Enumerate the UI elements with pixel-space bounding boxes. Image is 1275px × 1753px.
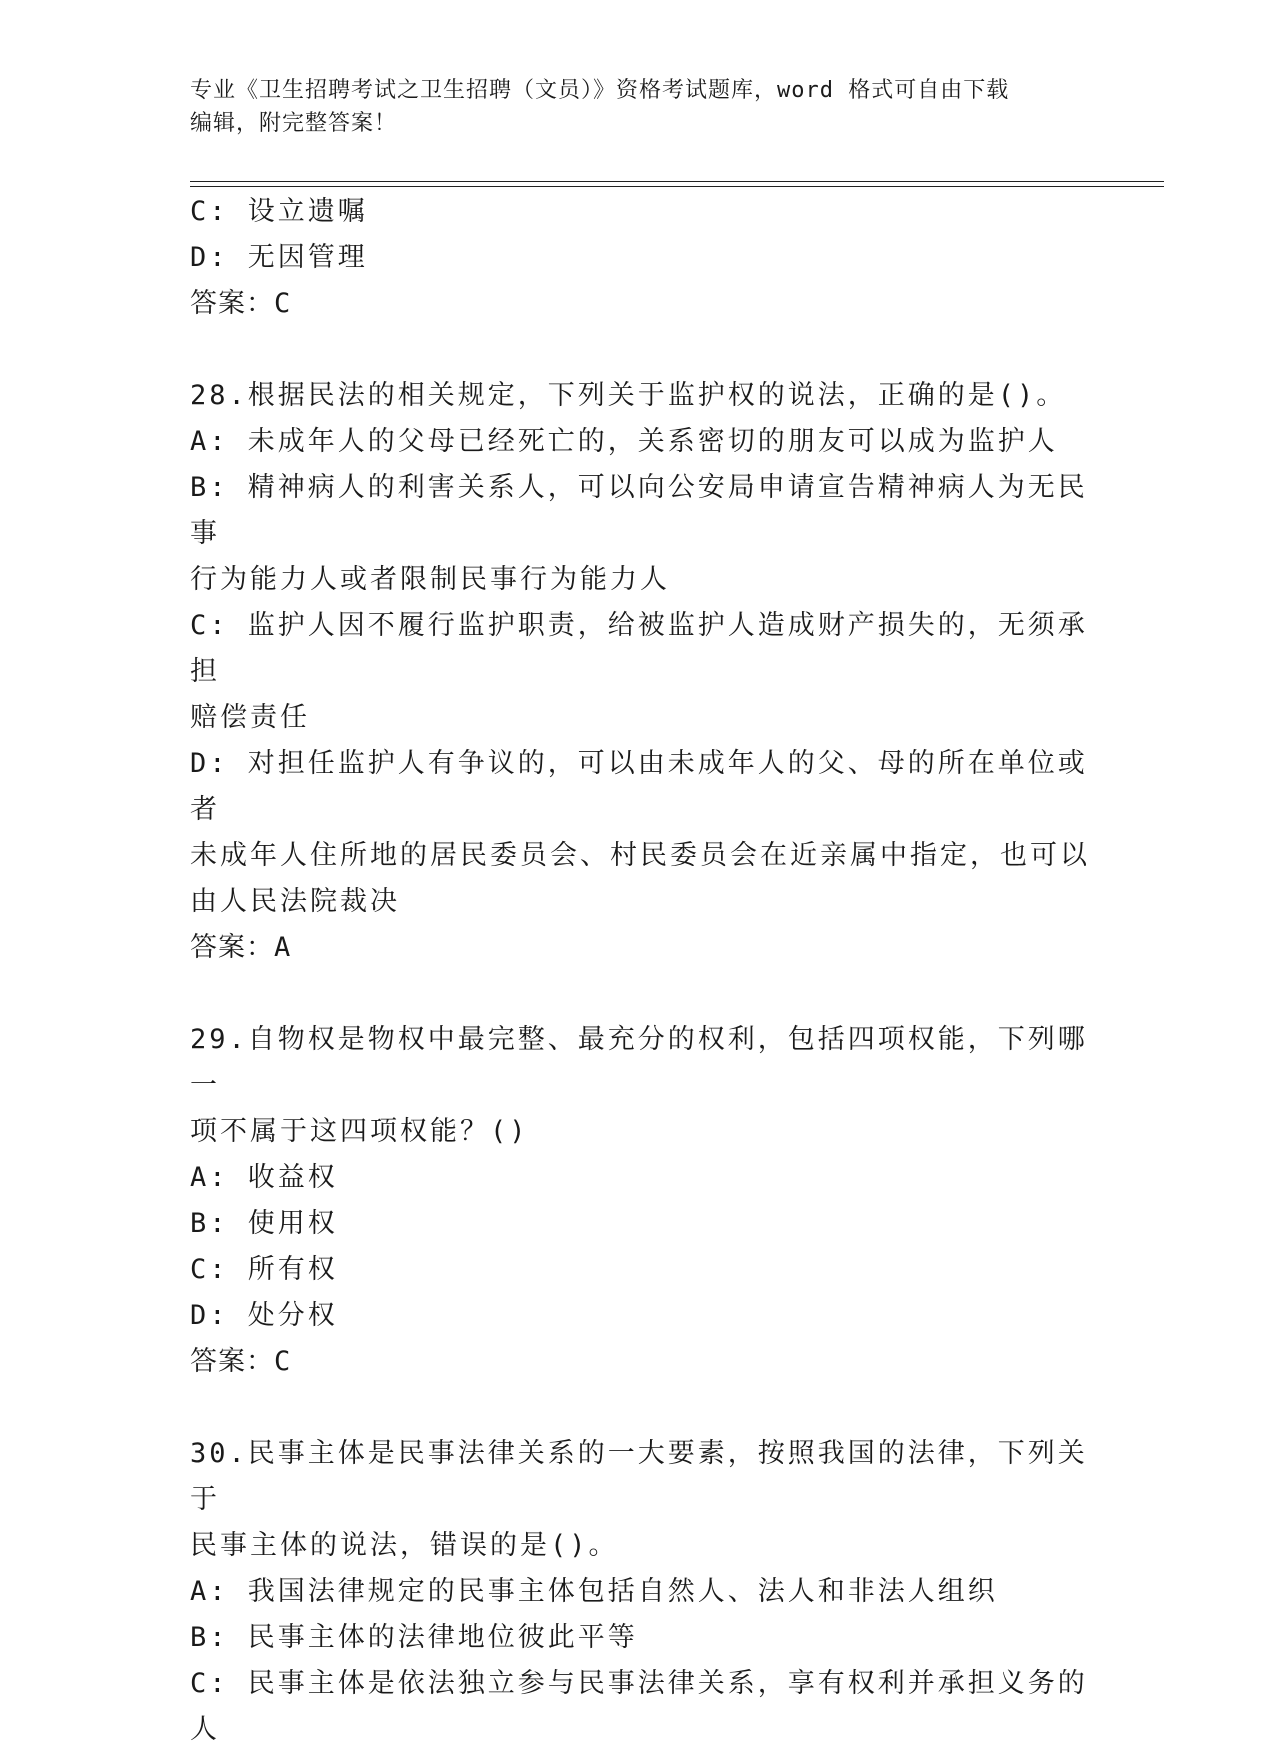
option-b-continued: 行为能力人或者限制民事行为能力人 bbox=[190, 564, 670, 595]
option-c: C: 设立遗嘱 bbox=[190, 196, 368, 227]
question-list bbox=[190, 189, 1090, 1753]
option-b: B: 民事主体的法律地位彼此平等 bbox=[190, 1622, 638, 1653]
header-divider bbox=[190, 186, 1164, 187]
option-a: A: 未成年人的父母已经死亡的，关系密切的朋友可以成为监护人 bbox=[190, 426, 1058, 457]
question-stem-continued: 项不属于这四项权能？() bbox=[190, 1116, 529, 1147]
option-b: B: 使用权 bbox=[190, 1208, 338, 1239]
option-c: C: 所有权 bbox=[190, 1254, 338, 1285]
answer-line: 答案：A bbox=[190, 932, 292, 963]
spacer bbox=[190, 971, 1090, 1017]
option-a: A: 收益权 bbox=[190, 1162, 338, 1193]
question-stem: 30.民事主体是民事法律关系的一大要素，按照我国的法律，下列关于 bbox=[190, 1438, 1088, 1515]
question-29 bbox=[190, 1017, 1090, 1385]
option-c-continued: 赔偿责任 bbox=[190, 702, 310, 733]
option-c: C: 监护人因不履行监护职责，给被监护人造成财产损失的，无须承担 bbox=[190, 610, 1088, 687]
option-d-continued: 未成年人住所地的居民委员会、村民委员会在近亲属中指定，也可以 bbox=[190, 840, 1090, 871]
option-d-continued: 由人民法院裁决 bbox=[190, 886, 400, 917]
document-header bbox=[190, 74, 1090, 140]
question-28 bbox=[190, 373, 1090, 971]
option-a: A: 我国法律规定的民事主体包括自然人、法人和非法人组织 bbox=[190, 1576, 998, 1607]
answer-line: 答案：C bbox=[190, 288, 292, 319]
header-divider bbox=[190, 181, 1164, 182]
spacer bbox=[190, 327, 1090, 373]
option-b: B: 精神病人的利害关系人，可以向公安局申请宣告精神病人为无民事 bbox=[190, 472, 1088, 549]
header-line: 专业《卫生招聘考试之卫生招聘（文员）》资格考试题库，word 格式可自由下载 bbox=[190, 78, 1010, 103]
question-stem: 29.自物权是物权中最完整、最充分的权利，包括四项权能，下列哪一 bbox=[190, 1024, 1088, 1101]
option-d: D: 对担任监护人有争议的，可以由未成年人的父、母的所在单位或者 bbox=[190, 748, 1088, 825]
question-stem-continued: 民事主体的说法，错误的是()。 bbox=[190, 1530, 619, 1561]
header-line: 编辑，附完整答案！ bbox=[190, 111, 398, 136]
spacer bbox=[190, 1385, 1090, 1431]
option-d: D: 处分权 bbox=[190, 1300, 338, 1331]
question-27-tail bbox=[190, 189, 1090, 327]
option-c: C: 民事主体是依法独立参与民事法律关系，享有权利并承担义务的人 bbox=[190, 1668, 1088, 1745]
answer-line: 答案：C bbox=[190, 1346, 292, 1377]
option-d: D: 无因管理 bbox=[190, 242, 368, 273]
question-stem: 28.根据民法的相关规定，下列关于监护权的说法，正确的是()。 bbox=[190, 380, 1067, 411]
question-30 bbox=[190, 1431, 1090, 1753]
